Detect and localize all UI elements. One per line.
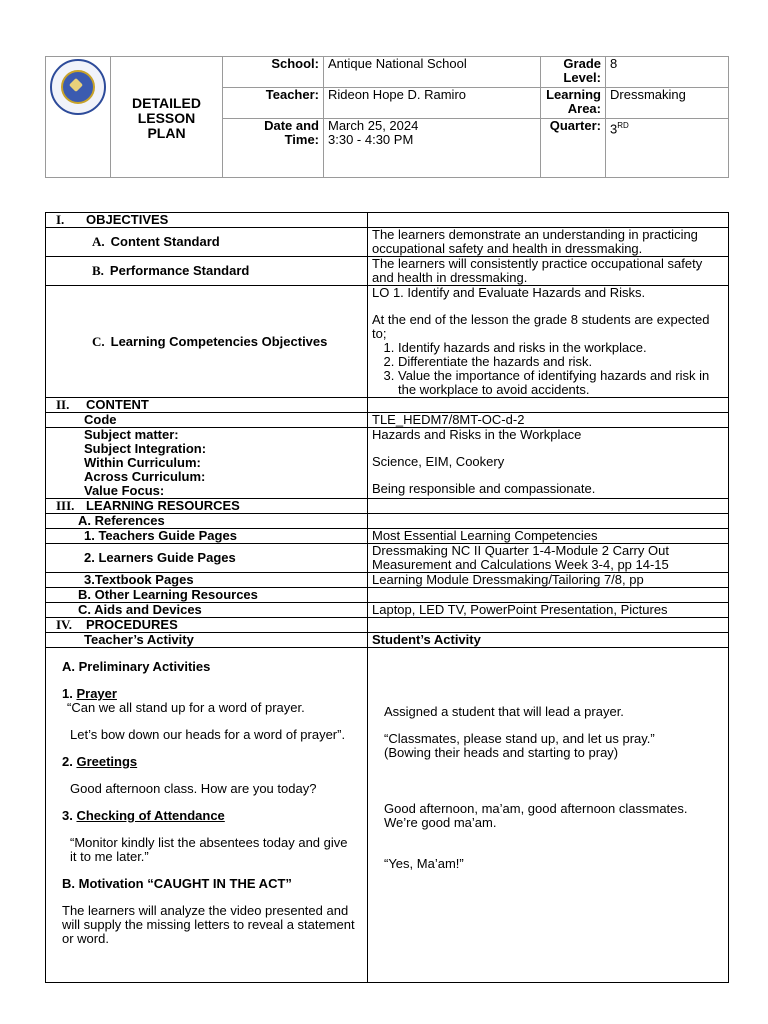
greetings-heading bbox=[62, 755, 355, 769]
learners-guide-value: Dressmaking NC II Quarter 1-4-Module 2 Carry Out Measurement and Calculations Week 3-4, pp 14-15 bbox=[368, 544, 729, 573]
objectives-intro: At the end of the lesson the grade 8 students are expected to; bbox=[372, 312, 710, 341]
student-prayer-line: “Classmates, please stand up, and let us pray.” bbox=[384, 731, 655, 746]
list-item: 2. Differentiate the hazards and risk. bbox=[398, 355, 724, 369]
section-row bbox=[46, 618, 729, 633]
letter-marker: A. bbox=[92, 234, 105, 249]
area-label bbox=[541, 88, 606, 119]
school-label: School: bbox=[223, 57, 324, 88]
grade-label-line: Grade bbox=[563, 56, 601, 71]
row-label bbox=[46, 588, 368, 603]
row-label-text: Code bbox=[84, 412, 117, 427]
integration-value: Science, EIM, Cookery bbox=[372, 454, 505, 469]
time-text: 3:30 - 4:30 PM bbox=[328, 132, 414, 147]
row-label-text: A. References bbox=[78, 513, 165, 528]
teachers-guide-value: Most Essential Learning Competencies bbox=[368, 529, 729, 544]
teacher-label: Teacher: bbox=[223, 88, 324, 119]
row-label bbox=[46, 603, 368, 618]
row-label bbox=[46, 428, 368, 499]
title-line: PLAN bbox=[147, 124, 186, 141]
document-title bbox=[115, 94, 218, 141]
section-row bbox=[46, 213, 729, 228]
table-row bbox=[46, 573, 729, 588]
within-curriculum-label: Within Curriculum: bbox=[84, 455, 201, 470]
title-cell bbox=[111, 57, 223, 178]
prayer-heading bbox=[62, 687, 355, 701]
subject-matter-label: Subject matter: bbox=[84, 427, 179, 442]
textbook-value: Learning Module Dressmaking/Tailoring 7/8, pp bbox=[368, 573, 729, 588]
row-label bbox=[46, 413, 368, 428]
roman-numeral: IV. bbox=[56, 617, 73, 632]
column-header: Teacher’s Activity bbox=[84, 632, 194, 647]
grade-label-line: Level: bbox=[563, 70, 601, 85]
step-title: Greetings bbox=[76, 754, 138, 769]
quarter-label: Quarter: bbox=[541, 119, 606, 178]
area-label-line: Learning bbox=[546, 87, 601, 102]
step-number: 1. bbox=[62, 686, 73, 701]
row-label-text: C. Aids and Devices bbox=[78, 602, 202, 617]
objectives-list bbox=[372, 341, 724, 397]
lesson-header-table bbox=[45, 56, 729, 178]
date-text: March 25, 2024 bbox=[328, 118, 419, 133]
learning-outcome: LO 1. Identify and Evaluate Hazards and Risks. bbox=[372, 285, 646, 300]
section-row bbox=[46, 499, 729, 514]
row-label bbox=[46, 544, 368, 573]
row-label-text: 3.Textbook Pages bbox=[84, 572, 194, 587]
row-label-text: Learning Competencies Objectives bbox=[110, 333, 328, 349]
preliminary-heading: A. Preliminary Activities bbox=[62, 659, 211, 674]
student-prayer-line: (Bowing their heads and starting to pray) bbox=[384, 745, 619, 760]
date-label-line: Time: bbox=[284, 132, 319, 147]
area-label-line: Area: bbox=[567, 101, 601, 116]
roman-numeral: II. bbox=[56, 397, 70, 412]
date-value bbox=[324, 119, 541, 178]
lesson-plan-table bbox=[45, 212, 729, 983]
row-label-text: Performance Standard bbox=[109, 263, 250, 278]
deped-seal-logo bbox=[50, 59, 106, 115]
step-number: 3. bbox=[62, 808, 73, 823]
teacher-prayer-line: “Can we all stand up for a word of prayer. bbox=[67, 700, 305, 715]
teacher-activity-header bbox=[46, 633, 368, 648]
area-value: Dressmaking bbox=[606, 88, 729, 119]
roman-numeral: III. bbox=[56, 498, 75, 513]
section-title: OBJECTIVES bbox=[86, 212, 169, 227]
motivation-text: The learners will analyze the video presented and will supply the missing letters to reveal a statement or word. bbox=[62, 903, 355, 946]
empty-cell bbox=[368, 499, 729, 514]
teacher-activity-cell bbox=[46, 648, 368, 983]
code-value: TLE_HEDM7/8MT-OC-d-2 bbox=[368, 413, 729, 428]
value-focus-label: Value Focus: bbox=[84, 483, 165, 498]
table-row bbox=[46, 286, 729, 398]
row-label bbox=[46, 286, 368, 398]
teacher-value: Rideon Hope D. Ramiro bbox=[324, 88, 541, 119]
step-title: Prayer bbox=[76, 686, 117, 701]
value-focus-value: Being responsible and compassionate. bbox=[372, 481, 596, 496]
motivation-heading: B. Motivation “CAUGHT IN THE ACT” bbox=[62, 876, 292, 891]
empty-cell bbox=[368, 618, 729, 633]
date-label-line: Date and bbox=[264, 118, 319, 133]
student-prayer-line: Assigned a student that will lead a prayer. bbox=[384, 704, 624, 719]
empty-cell bbox=[368, 588, 729, 603]
letter-marker: B. bbox=[92, 263, 104, 278]
content-values-cell bbox=[368, 428, 729, 499]
table-row bbox=[46, 413, 729, 428]
row-label-text: 2. Learners Guide Pages bbox=[84, 550, 236, 565]
teacher-greeting-text: Good afternoon class. How are you today? bbox=[70, 781, 317, 796]
empty-cell bbox=[368, 398, 729, 413]
date-label bbox=[223, 119, 324, 178]
aids-value: Laptop, LED TV, PowerPoint Presentation, Pictures bbox=[368, 603, 729, 618]
section-row bbox=[46, 398, 729, 413]
table-row bbox=[46, 257, 729, 286]
student-activity-cell bbox=[368, 648, 729, 983]
content-standard-text: The learners demonstrate an understanding in practicing occupational safety and health in dressmaking. bbox=[368, 228, 729, 257]
seal-cell bbox=[46, 57, 111, 178]
row-label bbox=[46, 257, 368, 286]
table-row bbox=[46, 529, 729, 544]
row-label bbox=[46, 514, 368, 529]
teacher-prayer-line: Let’s bow down our heads for a word of prayer”. bbox=[70, 727, 346, 742]
empty-cell bbox=[368, 213, 729, 228]
row-label bbox=[46, 529, 368, 544]
attendance-heading bbox=[62, 809, 355, 823]
list-item: 1. Identify hazards and risks in the workplace. bbox=[398, 341, 724, 355]
section-heading bbox=[46, 499, 368, 514]
section-title: CONTENT bbox=[86, 397, 149, 412]
student-activity-header: Student’s Activity bbox=[368, 633, 729, 648]
table-row bbox=[46, 228, 729, 257]
across-curriculum-label: Across Curriculum: bbox=[84, 469, 206, 484]
quarter-value bbox=[606, 119, 729, 178]
quarter-suffix: RD bbox=[617, 121, 629, 130]
section-heading bbox=[46, 398, 368, 413]
section-heading bbox=[46, 213, 368, 228]
table-row bbox=[46, 514, 729, 529]
subject-matter-value: Hazards and Risks in the Workplace bbox=[372, 427, 582, 442]
performance-standard-text: The learners will consistently practice occupational safety and health in dressmaking. bbox=[368, 257, 729, 286]
list-item: 3. Value the importance of identifying hazards and risk in the workplace to avoid accidents. bbox=[398, 369, 724, 397]
title-line: DETAILED bbox=[132, 94, 201, 111]
grade-label bbox=[541, 57, 606, 88]
table-row bbox=[46, 544, 729, 573]
step-title: Checking of Attendance bbox=[76, 808, 225, 823]
table-row bbox=[46, 603, 729, 618]
section-heading bbox=[46, 618, 368, 633]
row-label bbox=[46, 228, 368, 257]
student-greeting-text: Good afternoon, ma’am, good afternoon classmates. We’re good ma’am. bbox=[384, 801, 688, 830]
empty-cell bbox=[368, 514, 729, 529]
row-label-text: Content Standard bbox=[110, 234, 220, 249]
student-attendance-text: “Yes, Ma’am!” bbox=[384, 856, 464, 871]
section-title: LEARNING RESOURCES bbox=[86, 498, 240, 513]
school-value: Antique National School bbox=[324, 57, 541, 88]
row-label-text: B. Other Learning Resources bbox=[78, 587, 258, 602]
competencies-cell bbox=[368, 286, 729, 398]
section-title: PROCEDURES bbox=[86, 617, 178, 632]
roman-numeral: I. bbox=[56, 212, 65, 227]
subject-integration-label: Subject Integration: bbox=[84, 441, 207, 456]
table-row bbox=[46, 428, 729, 499]
grade-value: 8 bbox=[606, 57, 729, 88]
procedure-row bbox=[46, 648, 729, 983]
teacher-attendance-text: “Monitor kindly list the absentees today and give it to me later.” bbox=[70, 835, 348, 864]
table-row bbox=[46, 633, 729, 648]
letter-marker: C. bbox=[92, 333, 105, 349]
quarter-number: 3 bbox=[610, 121, 618, 137]
step-number: 2. bbox=[62, 754, 73, 769]
row-label bbox=[46, 573, 368, 588]
title-line: LESSON bbox=[137, 109, 196, 126]
table-row bbox=[46, 588, 729, 603]
row-label-text: 1. Teachers Guide Pages bbox=[84, 528, 237, 543]
